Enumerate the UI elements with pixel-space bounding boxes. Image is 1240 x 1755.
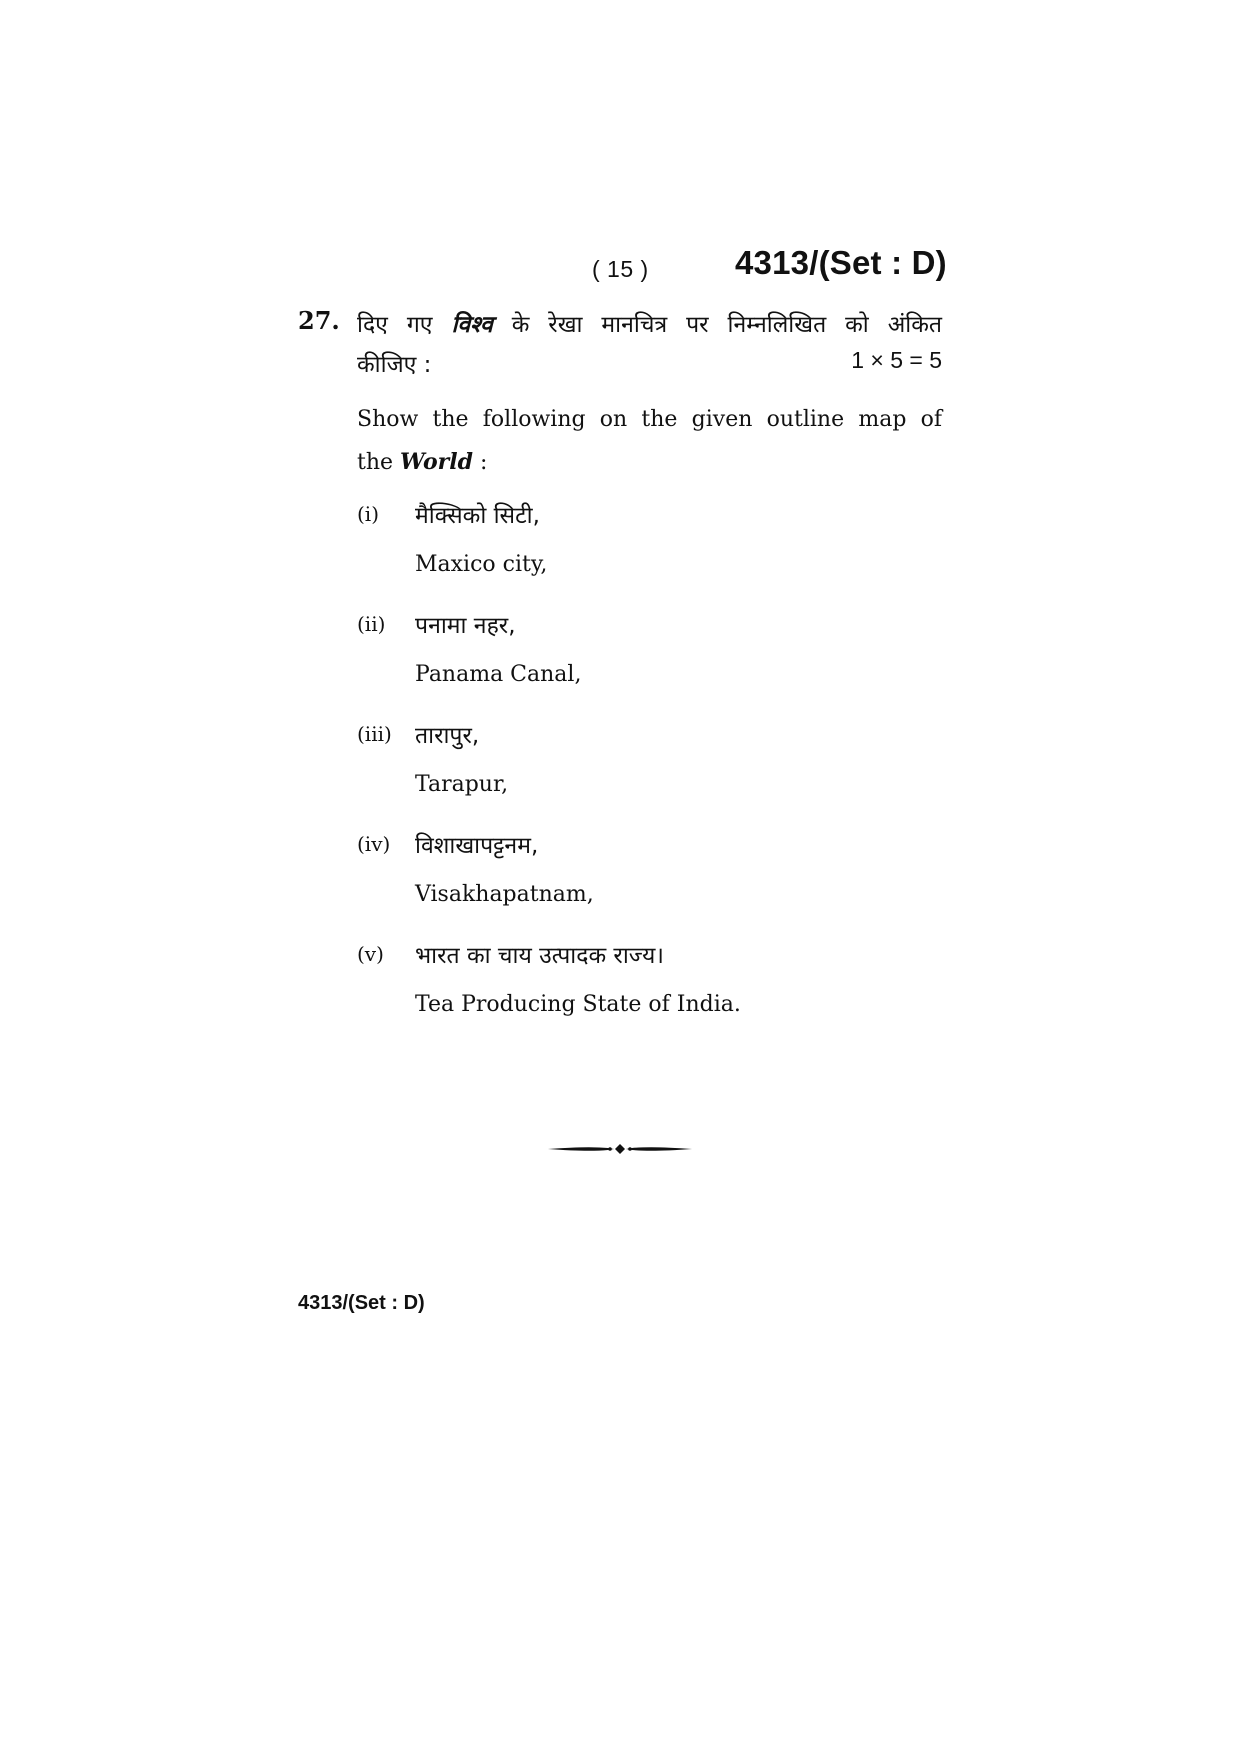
item-numeral: (iii) (357, 722, 392, 746)
item-english-text: Tea Producing State of India. (415, 992, 741, 1017)
item-numeral: (i) (357, 502, 380, 526)
hindi-instruction (357, 304, 942, 347)
item-hindi-text: भारत का चाय उत्पादक राज्य। (415, 943, 665, 969)
set-code-footer: 4313/(Set : D) (298, 1292, 425, 1314)
hindi-instruction-line-2 (357, 347, 942, 379)
english-instruction-post: : (472, 450, 488, 475)
item-numeral: (v) (357, 942, 384, 966)
english-instruction-line-1: Show the following on the given outline map of (357, 407, 942, 432)
item-english-text: Panama Canal, (415, 662, 582, 687)
item-hindi-text: मैक्सिको सिटी, (415, 503, 540, 529)
page-number: ( 15 ) (592, 256, 649, 282)
set-code-header: 4313/(Set : D) (735, 244, 947, 281)
item-english-text: Tarapur, (415, 772, 509, 797)
hindi-instruction-emphasis: विश्व (451, 312, 493, 338)
item-hindi-text: पनामा नहर, (415, 613, 516, 639)
item-numeral: (iv) (357, 832, 391, 856)
hindi-instruction-pre: दिए गए (357, 312, 452, 338)
item-english-text: Maxico city, (415, 552, 548, 577)
english-instruction-line-2 (357, 450, 487, 475)
english-instruction (357, 398, 942, 484)
item-numeral: (ii) (357, 612, 386, 636)
marks-allocation: 1 × 5 = 5 (851, 347, 942, 373)
question-number: 27. (298, 306, 340, 335)
end-ornament-icon (548, 1138, 692, 1160)
item-hindi-text: तारापुर, (415, 723, 480, 749)
page-header (0, 244, 1240, 294)
item-english-text: Visakhapatnam, (415, 882, 594, 907)
item-hindi-text: विशाखापट्टनम, (415, 833, 539, 859)
hindi-instruction-line2-text: कीजिए : (357, 352, 432, 378)
english-instruction-emphasis: World (400, 449, 473, 475)
hindi-instruction-post: के रेखा मानचित्र पर निम्नलिखित को अंकित (492, 312, 942, 338)
english-instruction-pre: the (357, 450, 401, 475)
